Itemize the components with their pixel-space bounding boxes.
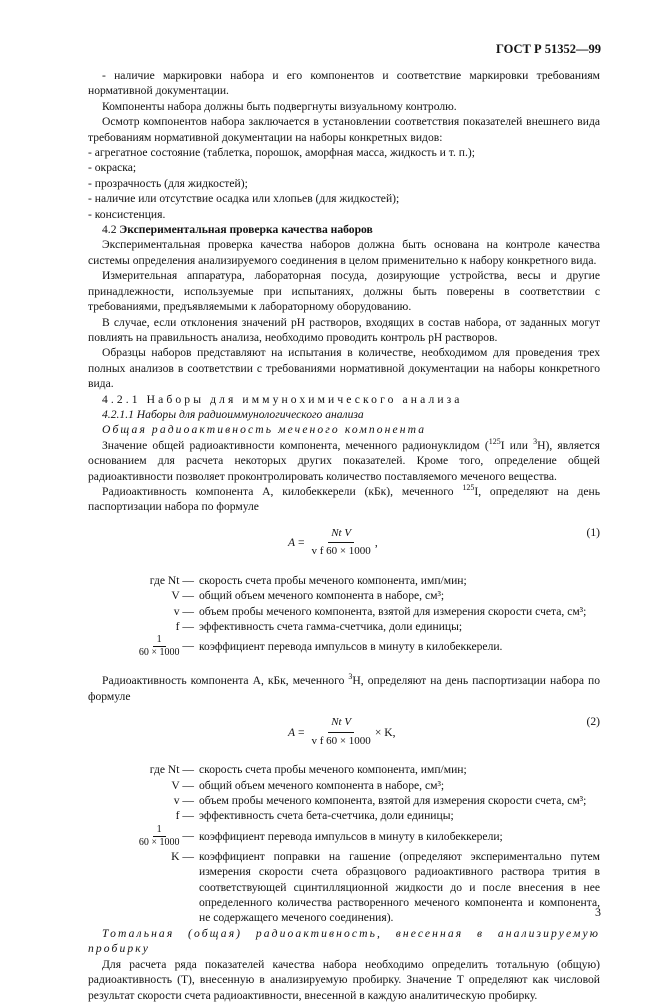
paragraph: Радиоактивность компонента А, килобеккерели (кБк), меченного $^{125}$I, определяют на день паспортизации набора по формуле: [88, 483, 600, 514]
formula-number: (1): [586, 525, 600, 539]
formula-number: (2): [586, 715, 600, 729]
paragraph: Значение общей радиоактивности компонента, меченного радионуклидом ($^{125}$I или $^3$H), является основанием для расчета некоторых других показателей. Кроме того, определение общей радиоактивности позволяет проконтролировать количество поставляемого меченого вещества.: [88, 436, 600, 483]
formula-2: A = $\frac{\text{Nt V}}{\text{v f 60 × 1000}}$ × K, (2): [88, 710, 600, 754]
subsection-heading: 4.2.1 Наборы для иммунохимического анализа: [102, 392, 463, 406]
section-title: Экспериментальная проверка качества наборов: [119, 223, 373, 237]
subtitle: Тотальная (общая) радиоактивность, внесенная в анализируемую пробирку: [88, 926, 600, 956]
list-item: - прозрачность (для жидкостей);: [88, 176, 248, 190]
page-body: [88, 68, 600, 1003]
paragraph: - наличие маркировки набора и его компонентов и соответствие маркировки требованиям нормативной документации.: [88, 69, 600, 98]
section-heading: [88, 222, 600, 237]
formula-legend-1: где Nt — скорость счета пробы меченого компонента, имп/мин; V — общий объем меченого компонента в наборе, см³; v — объем пробы меченого компонента, взятой для измерения скорости счета, см³; f — эффективность счета гамма-счетчика, доли единицы; $\frac{1}{60 \times 1000}$ — коэффициент перевода импульсов в минуту в килобеккерели.: [138, 573, 587, 659]
page-number: 3: [595, 905, 601, 919]
list-item: - консистенция.: [88, 207, 166, 221]
formula-denominator: v f 60 × 1000: [311, 545, 371, 558]
standard-header: ГОСТ Р 51352—99: [495, 42, 601, 56]
list-item: - наличие или отсутствие осадка или хлопьев (для жидкостей);: [88, 192, 400, 206]
formula-numerator: Nt V: [328, 715, 354, 732]
subtitle: Общая радиоактивность меченого компонента: [102, 423, 427, 437]
paragraph: В случае, если отклонения значений рН растворов, входящих в состав набора, от заданных могут повлиять на правильность анализа, необходимо проводить контроль рН растворов.: [88, 315, 600, 344]
list-item: - окраска;: [88, 161, 137, 175]
formula-legend-2: где Nt — скорость счета пробы меченого компонента, имп/мин; V — общий объем меченого компонента в наборе, см³; v — объем пробы меченого компонента, взятой для измерения скорости счета, см³; f — эффективность счета бета-счетчика, доли единицы; $\frac{1}{60 \times 1000}$ — коэффициент перевода импульсов в минуту в килобеккерели; K — коэффициент поправки на гашение (определяют экспериментально путем измерения скорости счета образцового радиоактивного раствора трития в соответствующей сцинтилляционной жидкости до и после внесения в нее определенного количества растворенного меченого компонента и компонента, не содержащего меченого соединения).: [138, 763, 600, 925]
formula-tail: × K,: [374, 725, 396, 739]
paragraph: Радиоактивность компонента А, кБк, меченного $^3$H, определяют на день паспортизации набора по формуле: [88, 672, 601, 703]
paragraph: Образцы наборов представляют на испытания в количестве, необходимом для проведения трех полных анализов в соответствии с требованиями нормативной документации на наборы конкретного вида.: [88, 346, 600, 391]
formula-lhs: A: [288, 536, 296, 550]
formula-denominator: v f 60 × 1000: [311, 734, 371, 747]
formula-numerator: Nt V: [328, 526, 354, 543]
paragraph: Для расчета ряда показателей качества набора необходимо определить тотальную (общую) радиоактивность (Т), внесенную в анализируемую пробирку. Значение Т определяют как числовой результат скорости счета радиоактивности, внесенной в каждую аналитическую пробирку.: [88, 957, 600, 1002]
paragraph: Измерительная аппаратура, лабораторная посуда, дозирующие устройства, весы и другие принадлежности, используемые при испытаниях, должны быть поверены в соответствии с требованиями, предъявляемыми к лабораторному оборудованию.: [88, 269, 600, 314]
formula-1: A = $\frac{\text{Nt V}}{\text{v f 60 × 1000}}$ , (1): [88, 521, 600, 565]
paragraph: Экспериментальная проверка качества наборов должна быть основана на контроле качества системы определения анализируемого соединения в целом применительно к набору конкретного вида.: [88, 238, 600, 267]
formula-lhs: A: [288, 725, 296, 739]
formula-tail: ,: [374, 536, 378, 550]
paragraph: Компоненты набора должны быть подвергнуты визуальному контролю.: [102, 99, 457, 113]
section-number: 4.2: [102, 223, 117, 237]
subsection-heading: 4.2.1.1 Наборы для радиоиммунологического анализа: [102, 407, 364, 421]
paragraph: Осмотр компонентов набора заключается в установлении соответствия показателей внешнего вида требованиям нормативной документации на наборы конкретных видов:: [88, 115, 600, 144]
list-item: - агрегатное состояние (таблетка, порошок, аморфная масса, жидкость и т. п.);: [88, 146, 475, 160]
